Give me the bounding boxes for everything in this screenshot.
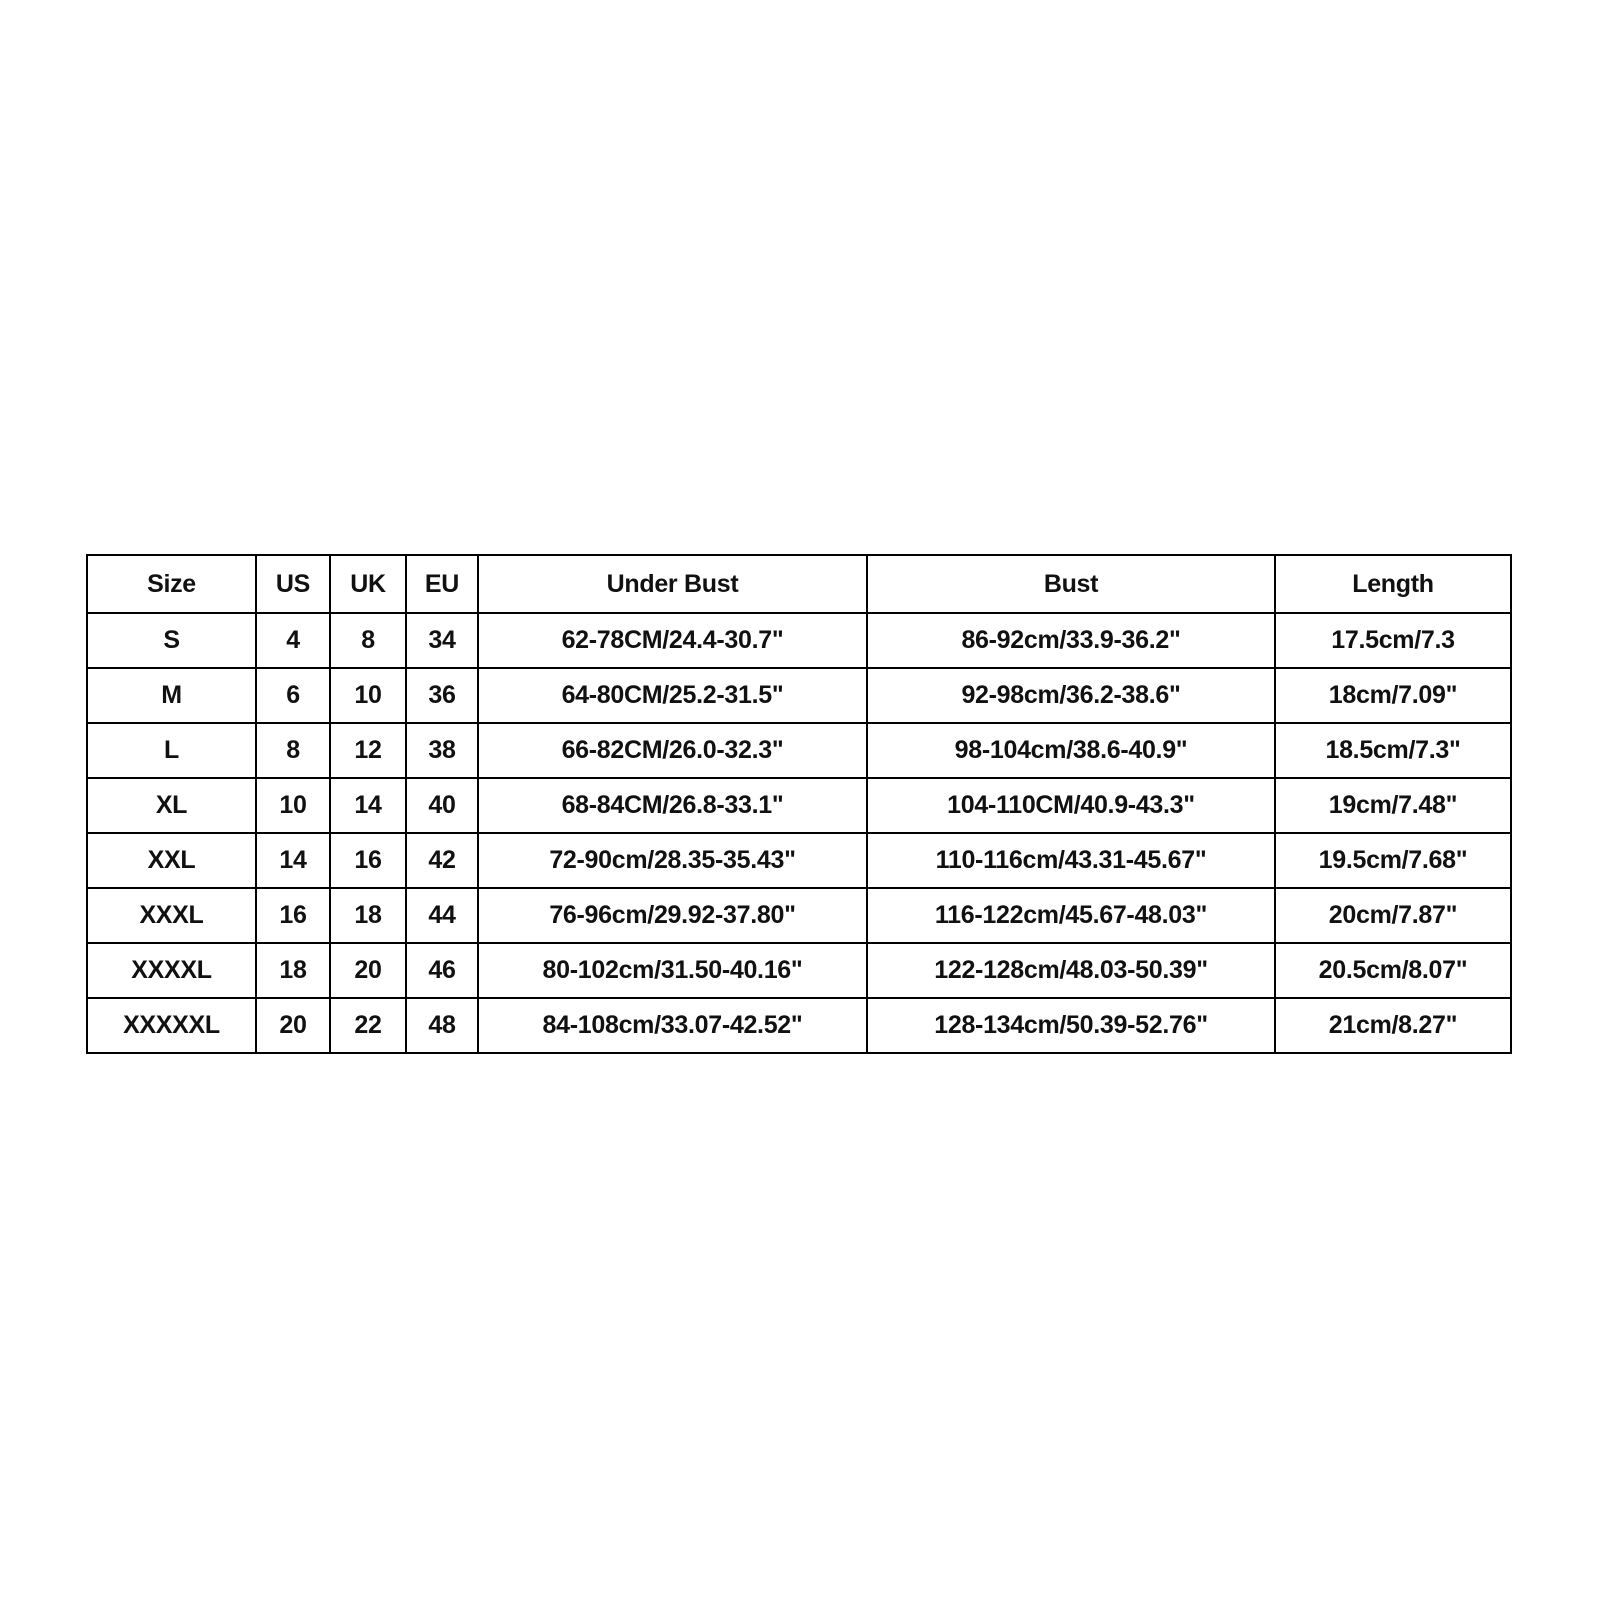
cell-us: 6 [256,668,330,723]
header-eu: EU [406,555,478,613]
header-size: Size [87,555,256,613]
cell-size: XXL [87,833,256,888]
table-header-row [87,555,1511,613]
cell-uk: 12 [330,723,406,778]
cell-eu: 48 [406,998,478,1053]
cell-bust: 128-134cm/50.39-52.76" [867,998,1275,1053]
table-row [87,778,1511,833]
cell-eu: 34 [406,613,478,668]
cell-length: 19.5cm/7.68" [1275,833,1511,888]
header-length: Length [1275,555,1511,613]
cell-length: 20.5cm/8.07" [1275,943,1511,998]
cell-bust: 98-104cm/38.6-40.9" [867,723,1275,778]
size-chart-table [86,554,1512,1054]
cell-us: 8 [256,723,330,778]
cell-uk: 20 [330,943,406,998]
cell-size: L [87,723,256,778]
table-body [87,613,1511,1053]
table-row [87,833,1511,888]
cell-bust: 86-92cm/33.9-36.2" [867,613,1275,668]
cell-eu: 40 [406,778,478,833]
table-row [87,998,1511,1053]
cell-eu: 44 [406,888,478,943]
cell-uk: 8 [330,613,406,668]
cell-size: XXXXXL [87,998,256,1053]
cell-size: XL [87,778,256,833]
cell-under-bust: 84-108cm/33.07-42.52" [478,998,867,1053]
cell-size: S [87,613,256,668]
cell-eu: 46 [406,943,478,998]
cell-size: XXXXL [87,943,256,998]
cell-length: 21cm/8.27" [1275,998,1511,1053]
cell-us: 16 [256,888,330,943]
cell-length: 17.5cm/7.3 [1275,613,1511,668]
cell-under-bust: 66-82CM/26.0-32.3" [478,723,867,778]
cell-uk: 14 [330,778,406,833]
cell-eu: 38 [406,723,478,778]
cell-length: 18.5cm/7.3" [1275,723,1511,778]
cell-uk: 16 [330,833,406,888]
table-row [87,943,1511,998]
header-bust: Bust [867,555,1275,613]
cell-us: 20 [256,998,330,1053]
cell-us: 4 [256,613,330,668]
cell-size: M [87,668,256,723]
cell-bust: 104-110CM/40.9-43.3" [867,778,1275,833]
cell-uk: 18 [330,888,406,943]
table-row [87,668,1511,723]
cell-us: 18 [256,943,330,998]
cell-under-bust: 76-96cm/29.92-37.80" [478,888,867,943]
cell-bust: 116-122cm/45.67-48.03" [867,888,1275,943]
cell-bust: 92-98cm/36.2-38.6" [867,668,1275,723]
cell-under-bust: 72-90cm/28.35-35.43" [478,833,867,888]
cell-under-bust: 64-80CM/25.2-31.5" [478,668,867,723]
cell-uk: 10 [330,668,406,723]
table-row [87,888,1511,943]
cell-length: 18cm/7.09" [1275,668,1511,723]
cell-us: 14 [256,833,330,888]
cell-eu: 42 [406,833,478,888]
cell-under-bust: 80-102cm/31.50-40.16" [478,943,867,998]
cell-under-bust: 62-78CM/24.4-30.7" [478,613,867,668]
cell-eu: 36 [406,668,478,723]
cell-length: 20cm/7.87" [1275,888,1511,943]
header-uk: UK [330,555,406,613]
cell-bust: 122-128cm/48.03-50.39" [867,943,1275,998]
header-under-bust: Under Bust [478,555,867,613]
table-row [87,723,1511,778]
table-row [87,613,1511,668]
cell-under-bust: 68-84CM/26.8-33.1" [478,778,867,833]
cell-uk: 22 [330,998,406,1053]
header-us: US [256,555,330,613]
cell-size: XXXL [87,888,256,943]
cell-us: 10 [256,778,330,833]
cell-length: 19cm/7.48" [1275,778,1511,833]
cell-bust: 110-116cm/43.31-45.67" [867,833,1275,888]
